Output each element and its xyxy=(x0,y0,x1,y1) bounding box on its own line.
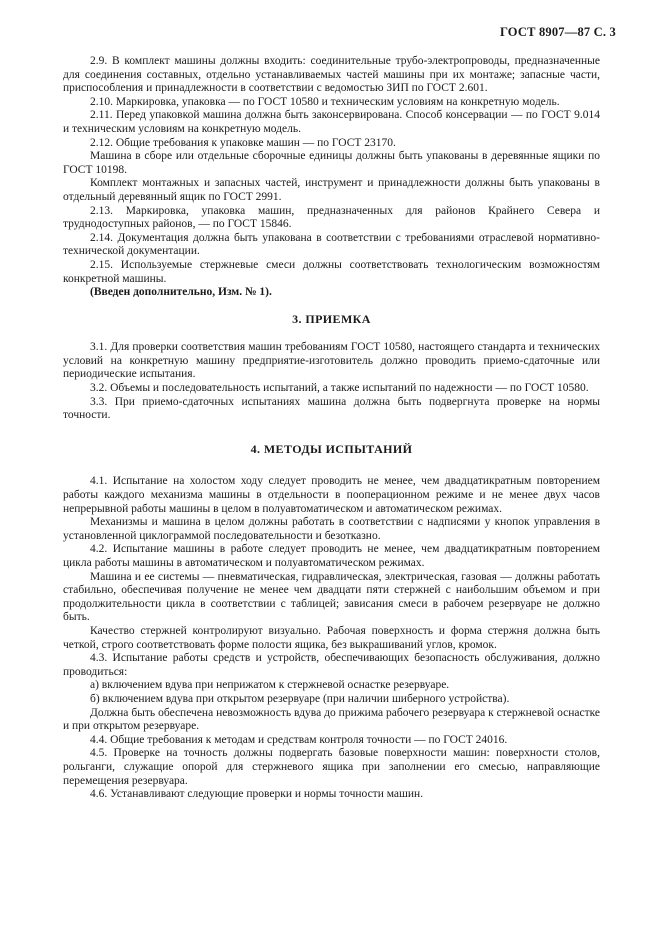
paragraph-4-1: 4.1. Испытание на холостом ходу следует проводить не менее, чем двадцатикратным повторением работы каждого механизма машины в отдельности в пооперационном режиме и не менее двух часов непрерывной работы машины в целом в полуавтоматическом и автоматическом режимах. xyxy=(63,475,600,515)
paragraph-4-2-quality: Качество стержней контролируют визуально. Рабочая поверхность и форма стержня должна быть четкой, строго соответствовать форме полости ящика, без выкрашиваний углов, кромок. xyxy=(63,624,600,651)
paragraph-4-3-b: б) включением вдува при открытом резервуаре (при наличии шиберного устройства). xyxy=(90,692,510,705)
document-body xyxy=(63,55,600,802)
paragraph-4-4: 4.4. Общие требования к методам и средствам контроля точности — по ГОСТ 24016. xyxy=(90,733,508,746)
paragraph-4-1-mechanisms: Механизмы и машина в целом должны работать в соответствии с надписями у кнопок управления в установленной циклограммой последовательности и безотказно. xyxy=(63,516,600,542)
page-header: ГОСТ 8907—87 С. 3 xyxy=(499,25,616,39)
paragraph-4-3: 4.3. Испытание работы средств и устройств, обеспечивающих безопасность обслуживания, должно проводиться: xyxy=(63,652,600,678)
section-3-title: 3. ПРИЕМКА xyxy=(292,311,371,326)
paragraph-2-12: 2.12. Общие требования к упаковке машин — по ГОСТ 23170. xyxy=(90,136,396,149)
paragraph-3-1: 3.1. Для проверки соответствия машин требованиям ГОСТ 10580, настоящего стандарта и технических условий на конкретную машину предприятие-изготовитель должно проводить приемо-сдаточные или периодические испытания. xyxy=(63,341,600,381)
paragraph-2-14: 2.14. Документация должна быть упакована в соответствии с требованиями отраслевой нормативно-технической документации. xyxy=(63,231,600,258)
paragraph-4-2: 4.2. Испытание машины в работе следует проводить не менее, чем двадцатикратным повторением цикла работы машины в автоматическом и полуавтоматическом режимах. xyxy=(63,543,600,569)
amendment-note: (Введен дополнительно, Изм. № 1). xyxy=(90,286,272,299)
paragraph-2-15: 2.15. Используемые стержневые смеси должны соответствовать технологическим возможностям конкретной машины. xyxy=(63,258,600,285)
paragraph-2-9: 2.9. В комплект машины должны входить: соединительные трубо-электропроводы, предназначенные для соединения составных, отдельно устанавливаемых частей машины при их монтаже; запасные части, приспособления и принадлежности в соответствии с ведомостью ЗИП по ГОСТ 2.601. xyxy=(63,55,600,95)
paragraph-4-2-systems: Машина и ее системы — пневматическая, гидравлическая, электрическая, газовая — должны работать стабильно, обеспечивая получение не менее чем двадцати пяти стержней с наибольшим объемом и при продолжительности цикла в соответствии с таблицей; зависания смеси в рабочем резервуаре не должно быть. xyxy=(63,570,600,624)
paragraph-4-3-a: а) включением вдува при неприжатом к стержневой оснастке резервуаре. xyxy=(90,679,450,692)
paragraph-2-12-kit: Комплект монтажных и запасных частей, инструмент и принадлежности должны быть упакованы в отдельный деревянный ящик по ГОСТ 2991. xyxy=(63,177,600,203)
paragraph-2-10: 2.10. Маркировка, упаковка — по ГОСТ 10580 и техническим условиям на конкретную модель. xyxy=(90,95,560,108)
paragraph-4-6: 4.6. Устанавливают следующие проверки и нормы точности машин. xyxy=(90,788,424,801)
paragraph-3-2: 3.2. Объемы и последовательность испытаний, а также испытаний по надежности — по ГОСТ 10580. xyxy=(90,382,589,395)
paragraph-2-13: 2.13. Маркировка, упаковка машин, предназначенных для районов Крайнего Севера и труднодоступных районов, — по ГОСТ 15846. xyxy=(63,204,600,231)
paragraph-4-5: 4.5. Проверке на точность должны подвергать базовые поверхности машин: поверхности столов, рольганги, служащие опорой для стержневого ящика при заполнении его смесью, направляющие перемещения резервуара. xyxy=(63,747,600,787)
paragraph-4-3-requirement: Должна быть обеспечена невозможность вдува до прижима рабочего резервуара к стержневой оснастке и при открытом резервуаре. xyxy=(63,706,600,733)
section-4-title: 4. МЕТОДЫ ИСПЫТАНИЙ xyxy=(250,441,413,456)
paragraph-2-11: 2.11. Перед упаковкой машина должна быть законсервирована. Способ консервации — по ГОСТ 9.014 и техническим условиям на конкретную модель. xyxy=(63,109,600,135)
paragraph-2-12-packing: Машина в сборе или отдельные сборочные единицы должны быть упакованы в деревянные ящики по ГОСТ 10198. xyxy=(63,150,600,176)
paragraph-3-3: 3.3. При приемо-сдаточных испытаниях машина должна быть подвергнута проверке на нормы точности. xyxy=(63,395,600,422)
